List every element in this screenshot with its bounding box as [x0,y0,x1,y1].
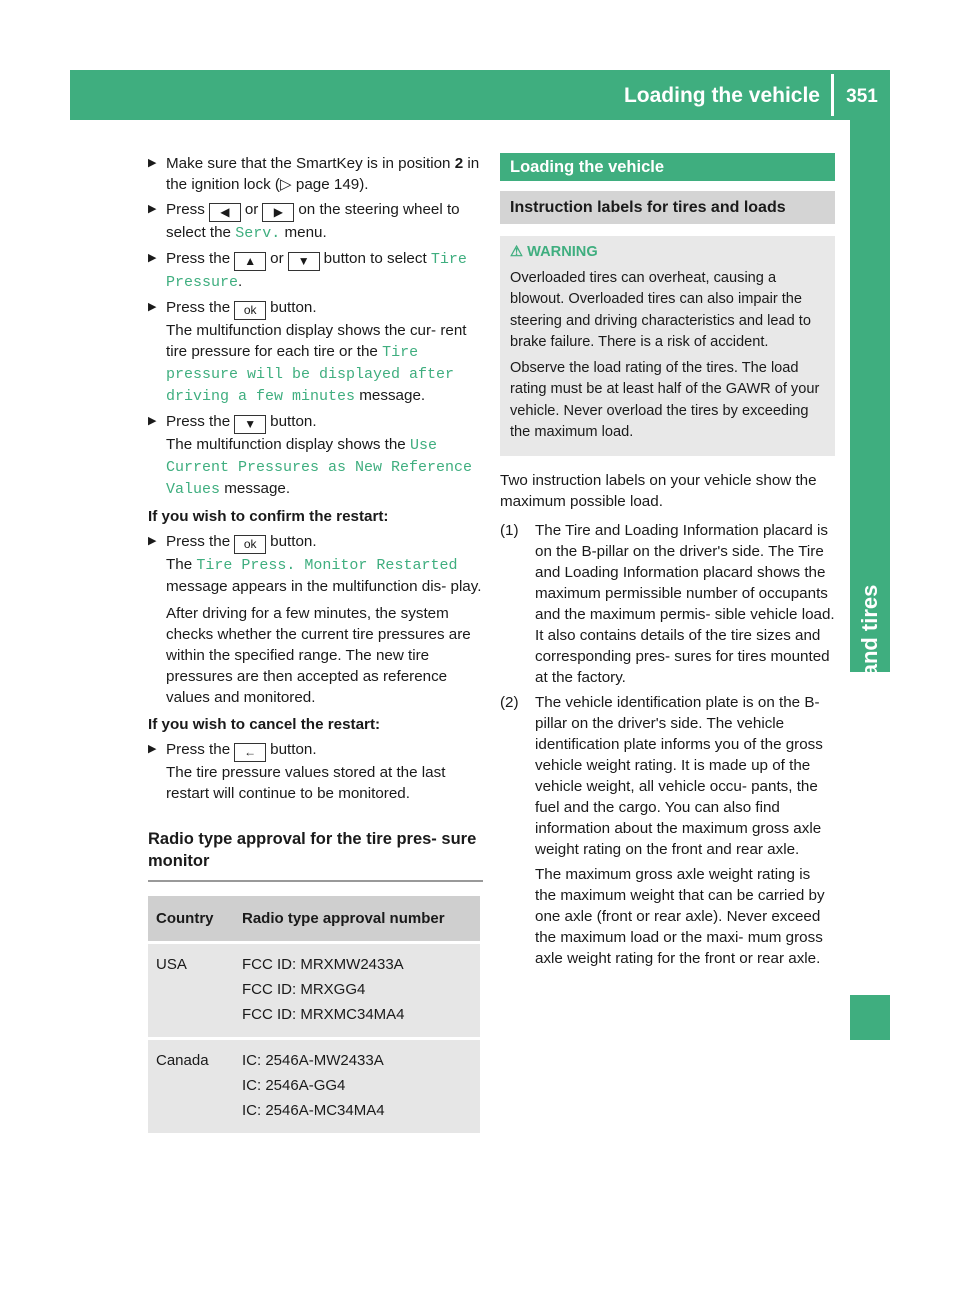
approval-cell [234,1039,480,1135]
step-select-tire-pressure: ▶ Press the ▲ or ▼ button to select Tire Pressure. [148,250,467,291]
step-arrow-icon: ▶ [148,535,157,547]
list-item: (1) The Tire and Loading Information placard is on the B-pillar on the driver's side. The Tire and Loading Information placard shows the maximum permissible number of occupants and the maximum permis- sible vehicle load. It also contains details of the tire sizes and corresponding pres- sures for tires mounted at the factory. [500,521,835,686]
display-text-tire-pressure: Tire Pressure [166,251,467,291]
right-column [500,153,835,973]
display-text-serv: Serv. [235,225,281,242]
intro-paragraph: Two instruction labels on your vehicle show the maximum possible load. [500,471,817,510]
chapter-tab-label: Wheels and tires [857,584,882,760]
table-row [148,943,480,1039]
left-column [148,153,483,1136]
warning-box [500,236,835,456]
step-cancel-back: ▶ Press the ← button. The tire pressure values stored at the last restart will continue to be monitored. [148,741,446,802]
display-text-monitor-restarted: Tire Press. Monitor Restarted [196,557,458,574]
step-press-down: ▶ Press the ▼ button. The multifunction display shows the Use Current Pressures as New Reference Values message. [148,413,473,498]
column-header-country: Country [148,896,234,943]
table-row [148,1039,480,1135]
list-item: (2) The vehicle identification plate is on the B-pillar on the driver's side. The vehicle identification plate informs you of the gross vehicle weight rating. It is made up of the vehicle weight, all vehicle occu- pants, the fuel and the cargo. You can also find information about the maximum gross axle weight rating on the front and rear axle. The maximum gross axle weight rating is the maximum weight that can be carried by one axle (front or rear axle). Never exceed the maximum load or the maxi- mum gross axle weight rating for the front or rear axle. [500,693,825,967]
approval-number: IC: 2546A-MW2433A [242,1052,384,1069]
step-press-ok: ▶ Press the ok button. The multifunction display shows the cur- rent tire pressure for each tire or the Tire pressure will be displayed after driving a few minutes message. [148,299,467,405]
approval-number: IC: 2546A-GG4 [242,1077,346,1094]
table-header-row [148,896,480,943]
heading-rule [148,880,483,882]
section-title: Loading the vehicle [500,153,835,181]
step-arrow-icon: ▶ [148,301,157,313]
display-text-use-current: Use Current Pressures as New Reference Values [166,437,473,498]
warning-text: Observe the load rating of the tires. The load rating must be at least half of the GAWR of your vehicle. Never overload the tires by exceeding the maximum load. [510,359,820,440]
step-smartkey: ▶ Make sure that the SmartKey is in position 2 in the ignition lock (▷ page 149). [148,155,480,193]
approval-cell [234,943,480,1039]
country-cell: USA [148,943,234,1039]
back-key-icon: ← [234,743,266,762]
step-select-serv: ▶ Press ◀ or ▶ on the steering wheel to select the Serv. menu. [148,201,460,242]
approval-number: IC: 2546A-MC34MA4 [242,1102,385,1119]
ok-key-icon: ok [234,301,266,320]
right-arrow-key-icon: ▶ [262,203,294,222]
warning-triangle-icon: ⚠ [510,244,524,260]
warning-header: ⚠ WARNING [510,244,598,260]
step-arrow-icon: ▶ [148,415,157,427]
subsection-title: Instruction labels for tires and loads [500,191,835,224]
left-arrow-key-icon: ◀ [209,203,241,222]
warning-text: Overloaded tires can overheat, causing a blowout. Overloaded tires can also impair the steering and driving characteristics and lead to brake failure. There is a risk of accident. [510,269,811,350]
step-arrow-icon: ▶ [148,203,157,215]
down-arrow-key-icon: ▼ [234,415,266,434]
list-number: (1) [500,521,519,539]
up-arrow-key-icon: ▲ [234,252,266,271]
country-cell: Canada [148,1039,234,1135]
header-divider [831,74,834,116]
step-arrow-icon: ▶ [148,252,157,264]
thumb-index-marker [850,995,890,1040]
page-number: 351 [846,86,878,107]
approval-number: FCC ID: MRXMC34MA4 [242,1006,405,1023]
column-header-approval: Radio type approval number [234,896,480,943]
page-title: Loading the vehicle [623,84,820,107]
step-confirm-ok: ▶ Press the ok button. The Tire Press. Monitor Restarted message appears in the multifunction dis- play. After driving for a few minutes, the system checks whether the current tire pressures are within the specified range. The new tire pressures are then accepted as reference values and monitored. [148,533,482,706]
step-arrow-icon: ▶ [148,157,157,169]
approval-number: FCC ID: MRXMW2433A [242,956,404,973]
step-arrow-icon: ▶ [148,743,157,755]
cancel-restart-heading: If you wish to cancel the restart: [148,716,381,733]
restart-explanation: After driving for a few minutes, the system checks whether the current tire pressures are within the specified range. The new tire pressures are then accepted as reference values and monitored. [166,605,471,706]
confirm-restart-heading: If you wish to confirm the restart: [148,508,389,525]
down-arrow-key-icon: ▼ [288,252,320,271]
radio-approval-table [148,896,480,1136]
page-ref-icon: ▷ [279,176,292,193]
ok-key-icon: ok [234,535,266,554]
display-text-tire-pressure-message: Tire pressure will be displayed after driving a few minutes [166,344,455,405]
radio-approval-heading: Radio type approval for the tire pres- sure monitor [148,830,477,870]
approval-number: FCC ID: MRXGG4 [242,981,366,998]
list-number: (2) [500,693,519,711]
